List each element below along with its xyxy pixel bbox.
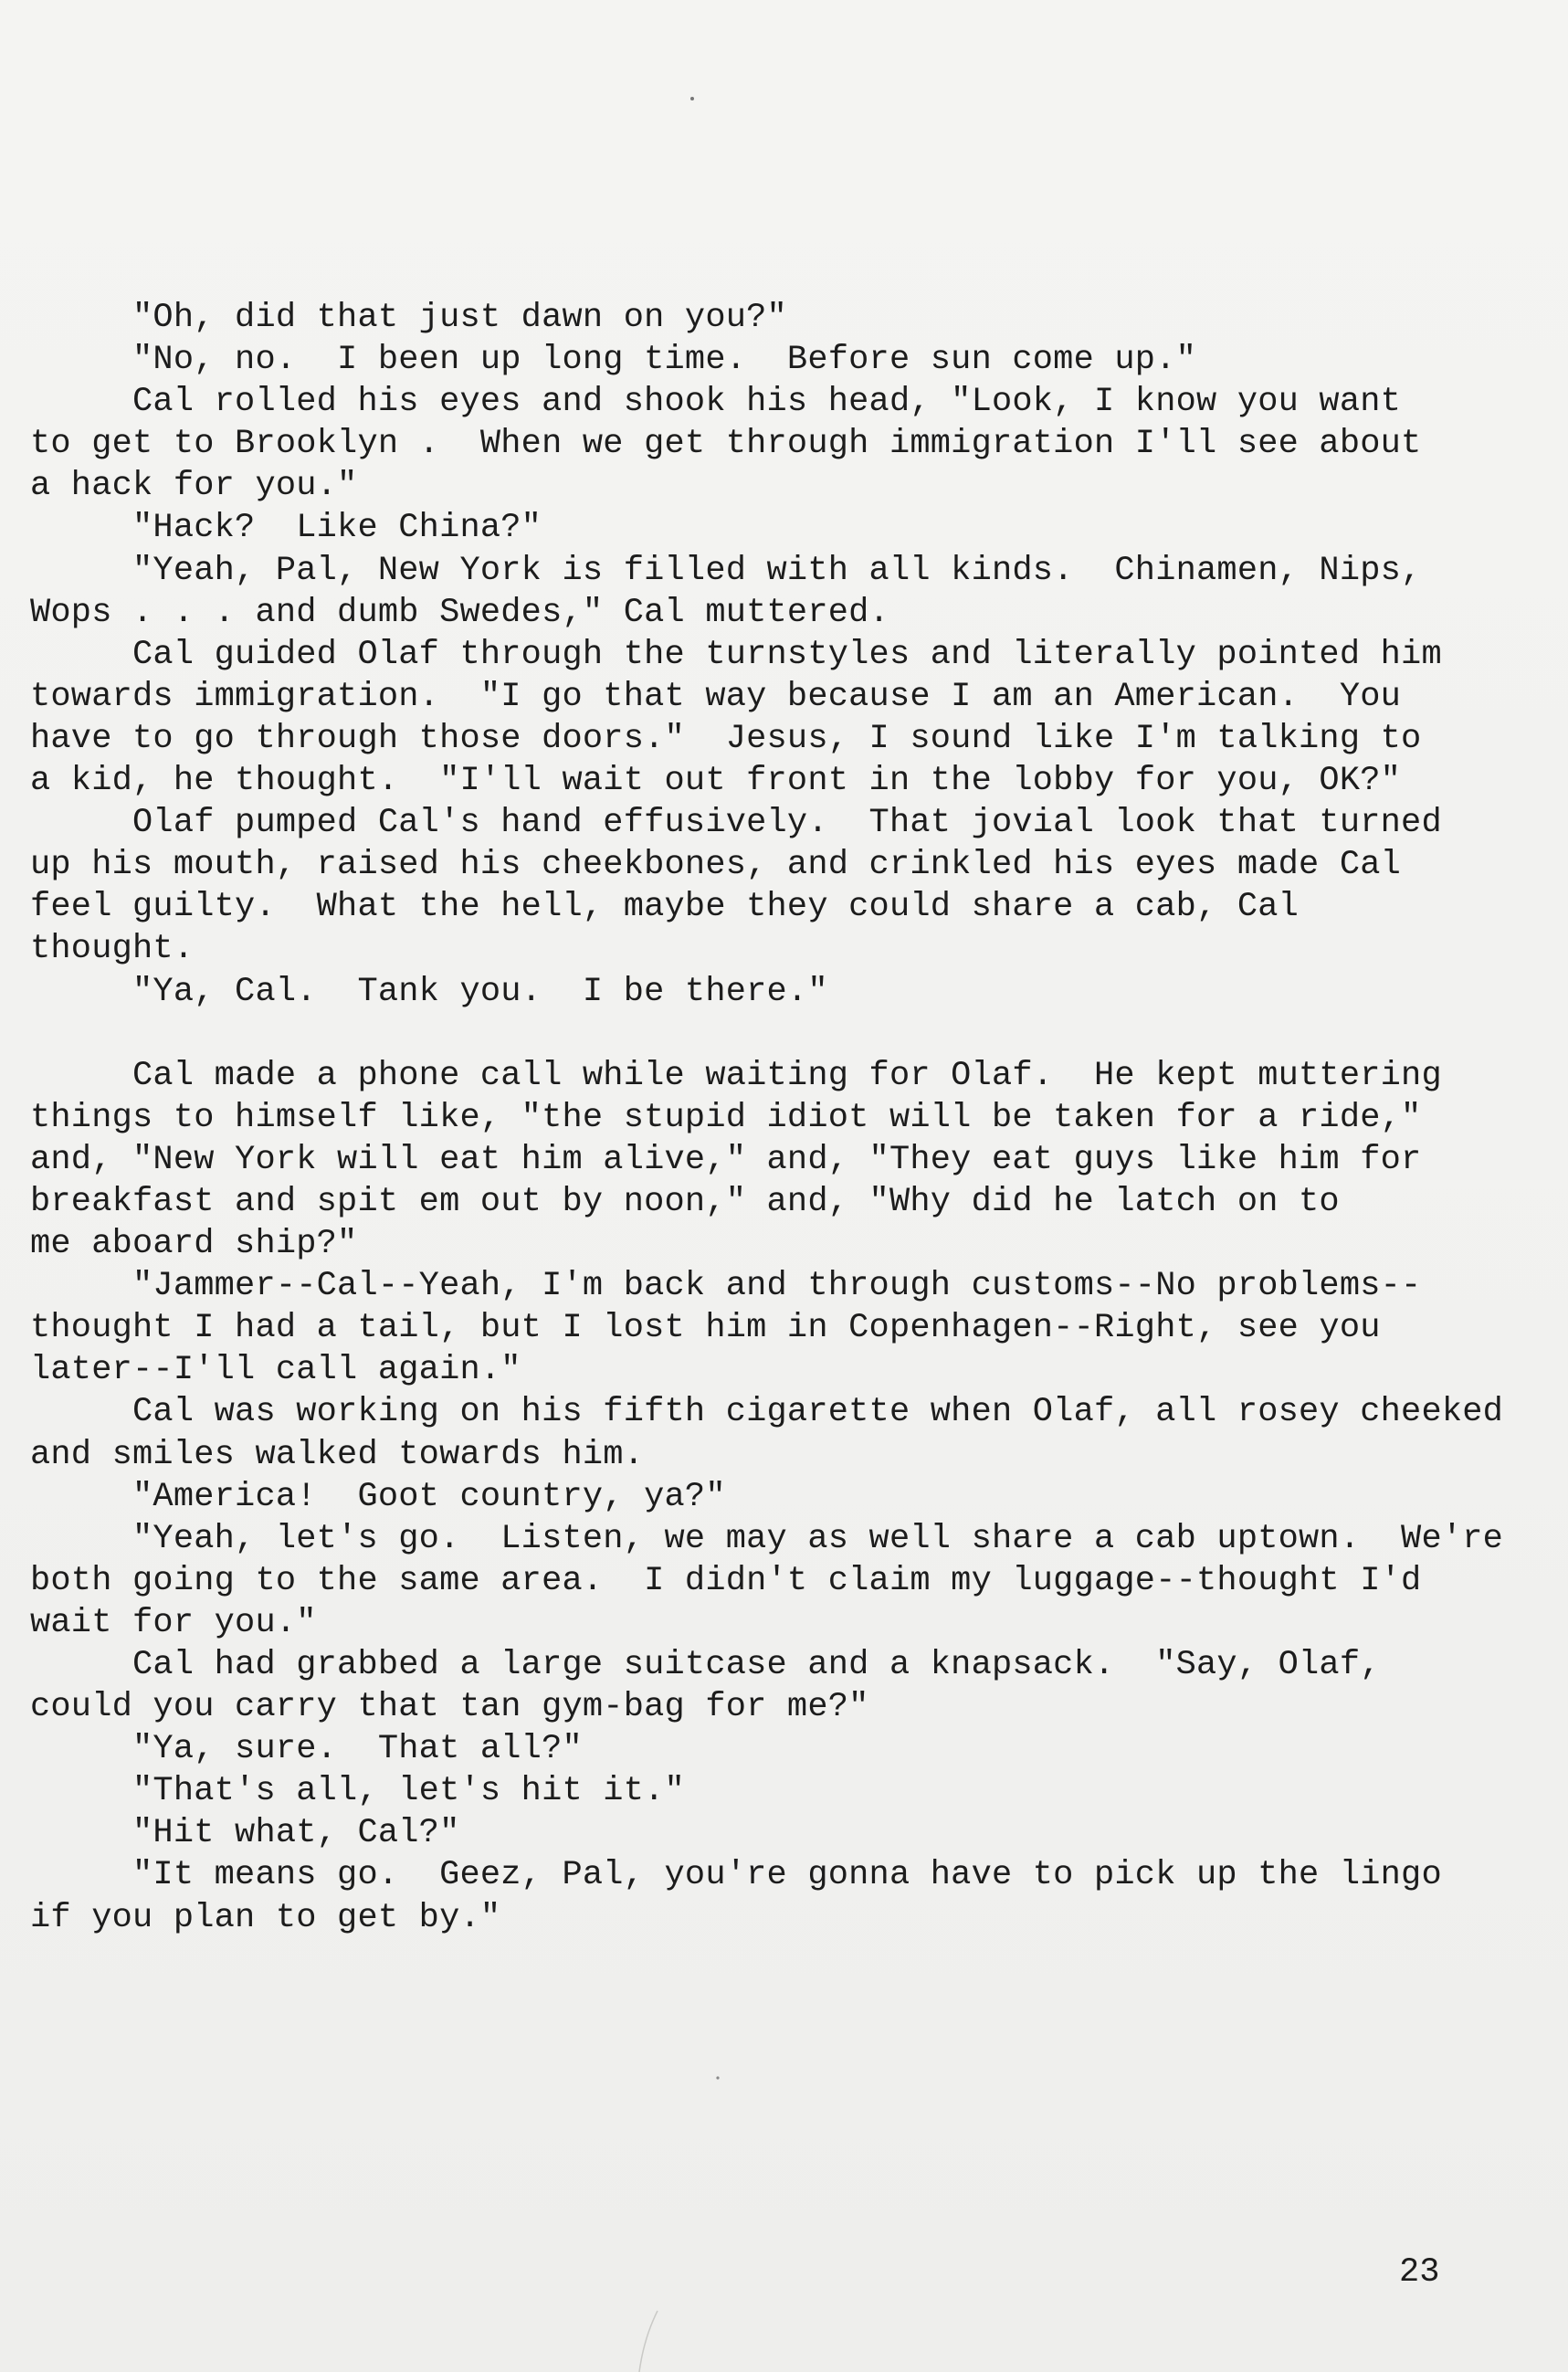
text-line: have to go through those doors." Jesus, I sound like I'm talking to xyxy=(30,719,1422,758)
speck xyxy=(690,97,694,100)
text-line: a kid, he thought. "I'll wait out front in the lobby for you, OK?" xyxy=(30,762,1402,801)
text-line: "Yeah, Pal, New York is filled with all kinds. Chinamen, Nips, xyxy=(30,551,1422,590)
text-line: things to himself like, "the stupid idiot will be taken for a ride," xyxy=(30,1098,1422,1137)
text-line: Cal rolled his eyes and shook his head, "Look, I know you want xyxy=(30,383,1402,422)
text-line: me aboard ship?" xyxy=(30,1225,358,1264)
text-line: Olaf pumped Cal's hand effusively. That jovial look that turned xyxy=(30,804,1442,843)
paper-crease xyxy=(639,2311,658,2372)
text-line: if you plan to get by." xyxy=(30,1898,501,1937)
text-line: Wops . . . and dumb Swedes," Cal muttered. xyxy=(30,593,889,632)
text-line: feel guilty. What the hell, maybe they could share a cab, Cal xyxy=(30,888,1300,927)
text-line: wait for you." xyxy=(30,1603,317,1642)
text-line: up his mouth, raised his cheekbones, and crinkled his eyes made Cal xyxy=(30,846,1402,885)
text-line: "Hit what, Cal?" xyxy=(30,1814,460,1853)
text-line: thought I had a tail, but I lost him in Copenhagen--Right, see you xyxy=(30,1309,1381,1348)
text-line: "America! Goot country, ya?" xyxy=(30,1477,726,1516)
text-line: "It means go. Geez, Pal, you're gonna have to pick up the lingo xyxy=(30,1856,1442,1895)
text-line: could you carry that tan gym-bag for me?" xyxy=(30,1688,869,1727)
text-line: "Ya, sure. That all?" xyxy=(30,1730,583,1769)
text-line: later--I'll call again." xyxy=(30,1351,521,1390)
text-line: "Jammer--Cal--Yeah, I'm back and through customs--No problems-- xyxy=(30,1267,1422,1306)
text-line xyxy=(30,1013,1564,1055)
text-line: "Yeah, let's go. Listen, we may as well share a cab uptown. We're xyxy=(30,1519,1504,1558)
text-line: "Hack? Like China?" xyxy=(30,509,542,548)
text-line: Cal guided Olaf through the turnstyles and literally pointed him xyxy=(30,635,1442,674)
text-line: breakfast and spit em out by noon," and, "Why did he latch on to xyxy=(30,1182,1340,1221)
text-line: "Ya, Cal. Tank you. I be there." xyxy=(30,972,828,1011)
text-line: Cal was working on his fifth cigarette when Olaf, all rosey cheeked xyxy=(30,1393,1504,1432)
text-line: thought. xyxy=(30,930,195,969)
speck xyxy=(716,2076,719,2079)
page-number: 23 xyxy=(1399,2253,1440,2292)
text-line: Cal made a phone call while waiting for Olaf. He kept muttering xyxy=(30,1056,1442,1095)
text-line: a hack for you." xyxy=(30,467,358,506)
text-line: Cal had grabbed a large suitcase and a knapsack. "Say, Olaf, xyxy=(30,1646,1381,1684)
text-line: both going to the same area. I didn't claim my luggage--thought I'd xyxy=(30,1561,1422,1600)
text-line: and, "New York will eat him alive," and, "They eat guys like him for xyxy=(30,1140,1422,1179)
text-line: "That's all, let's hit it." xyxy=(30,1772,685,1811)
text-line: to get to Brooklyn . When we get through immigration I'll see about xyxy=(30,425,1422,464)
text-line: and smiles walked towards him. xyxy=(30,1435,645,1474)
text-line: "Oh, did that just dawn on you?" xyxy=(30,299,787,337)
text-line: towards immigration. "I go that way because I am an American. You xyxy=(30,677,1402,716)
body-text xyxy=(30,297,1564,1939)
text-line: "No, no. I been up long time. Before sun come up." xyxy=(30,341,1197,380)
